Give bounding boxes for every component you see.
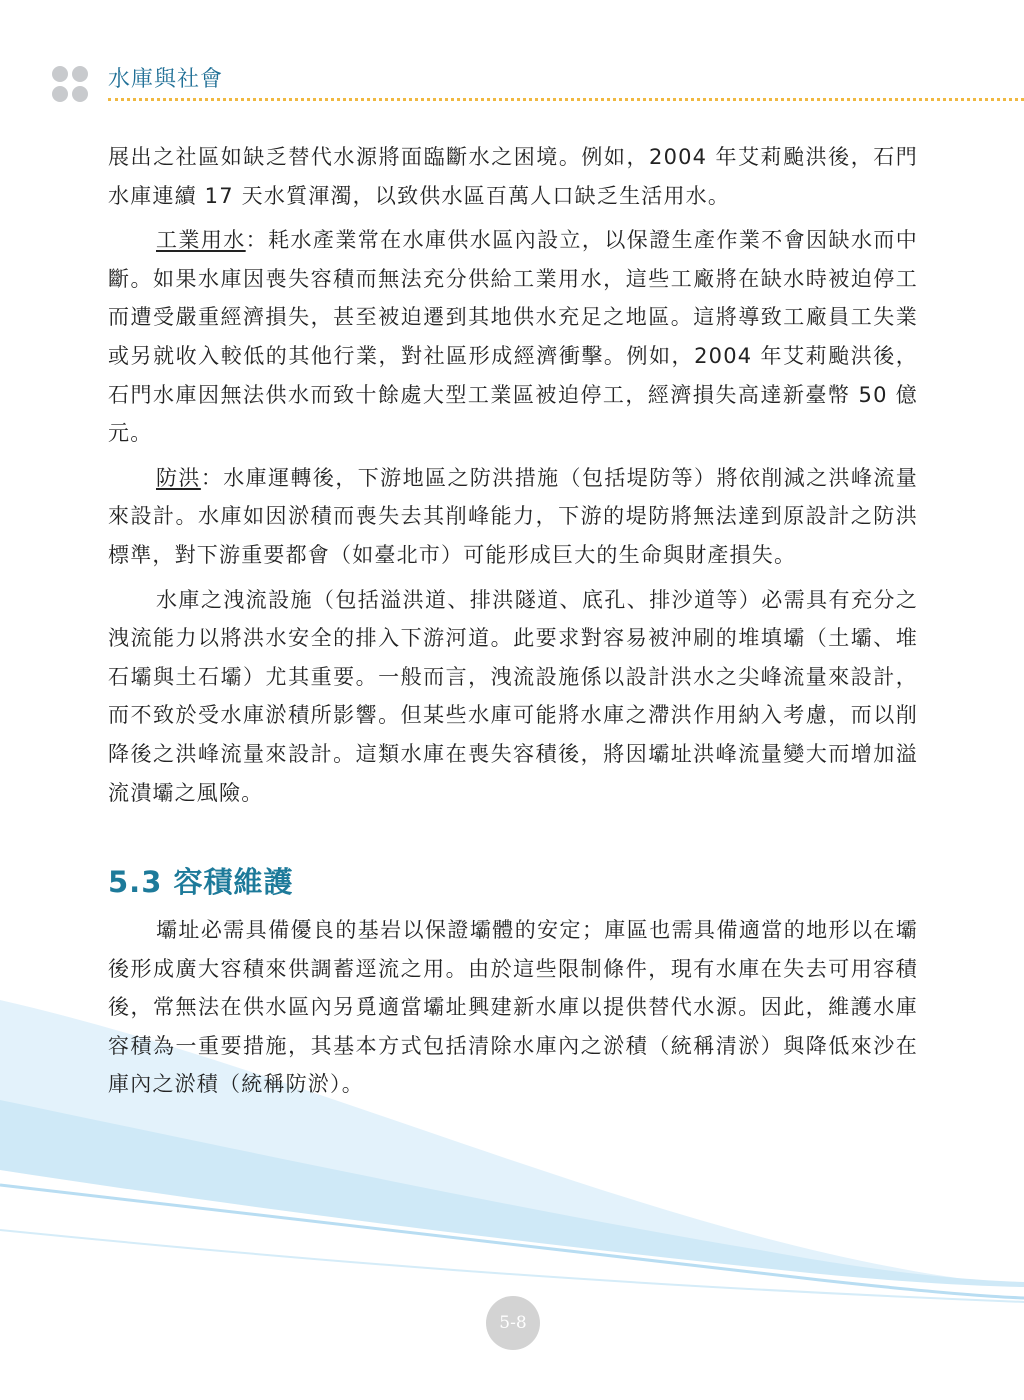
chapter-title: 水庫與社會 (108, 67, 224, 92)
paragraph-flood-control-body: ：水庫運轉後，下游地區之防洪措施（包括堤防等）將依削減之洪峰流量來設計。水庫如因淤積而喪失去其削峰能力，下游的堤防將無法達到原設計之防洪標準，對下游重要都會（如臺北市）可能形成巨大的生命與財產損失。 (108, 465, 918, 567)
page-header (0, 0, 1024, 110)
page-body (108, 138, 918, 1110)
header-dots-icon (52, 66, 92, 102)
term-flood-control: 防洪 (156, 465, 201, 490)
term-industrial-water: 工業用水 (156, 228, 246, 253)
page-number: 5-8 (486, 1296, 540, 1350)
header-divider (108, 98, 1024, 101)
paragraph-industrial-water-body: ：耗水產業常在水庫供水區內設立，以保證生產作業不會因缺水而中斷。如果水庫因喪失容積而無法充分供給工業用水，這些工廠將在缺水時被迫停工而遭受嚴重經濟損失，甚至被迫遷到其地供水充足之地區。這將導致工廠員工失業或另就收入較低的其他行業，對社區形成經濟衝擊。例如，2004 年艾莉颱洪後，石門水庫因無法供水而致十餘處大型工業區被迫停工，經濟損失高達新臺幣 50 億元。 (108, 228, 918, 446)
paragraph-spillway: 水庫之洩流設施（包括溢洪道、排洪隧道、底孔、排沙道等）必需具有充分之洩流能力以將洪水安全的排入下游河道。此要求對容易被沖刷的堆填壩（土壩、堆石壩與土石壩）尤其重要。一般而言，洩流設施係以設計洪水之尖峰流量來設計，而不致於受水庫淤積所影響。但某些水庫可能將水庫之滯洪作用納入考慮，而以削降後之洪峰流量來設計。這類水庫在喪失容積後，將因壩址洪峰流量變大而增加溢流潰壩之風險。 (108, 587, 918, 805)
paragraph-flood-control (108, 459, 918, 575)
paragraph-industrial-water (108, 221, 918, 453)
paragraph-1: 展出之社區如缺乏替代水源將面臨斷水之困境。例如，2004 年艾莉颱洪後，石門水庫連續 17 天水質渾濁，以致供水區百萬人口缺乏生活用水。 (108, 145, 918, 208)
section-heading: 5.3 容積維護 (108, 865, 294, 900)
paragraph-capacity-maintenance: 壩址必需具備優良的基岩以保證壩體的安定；庫區也需具備適當的地形以在壩後形成廣大容積來供調蓄逕流之用。由於這些限制條件，現有水庫在失去可用容積後，常無法在供水區內另覓適當壩址興建新水庫以提供替代水源。因此，維護水庫容積為一重要措施，其基本方式包括清除水庫內之淤積（統稱清淤）與降低來沙在庫內之淤積（統稱防淤）。 (108, 918, 918, 1097)
